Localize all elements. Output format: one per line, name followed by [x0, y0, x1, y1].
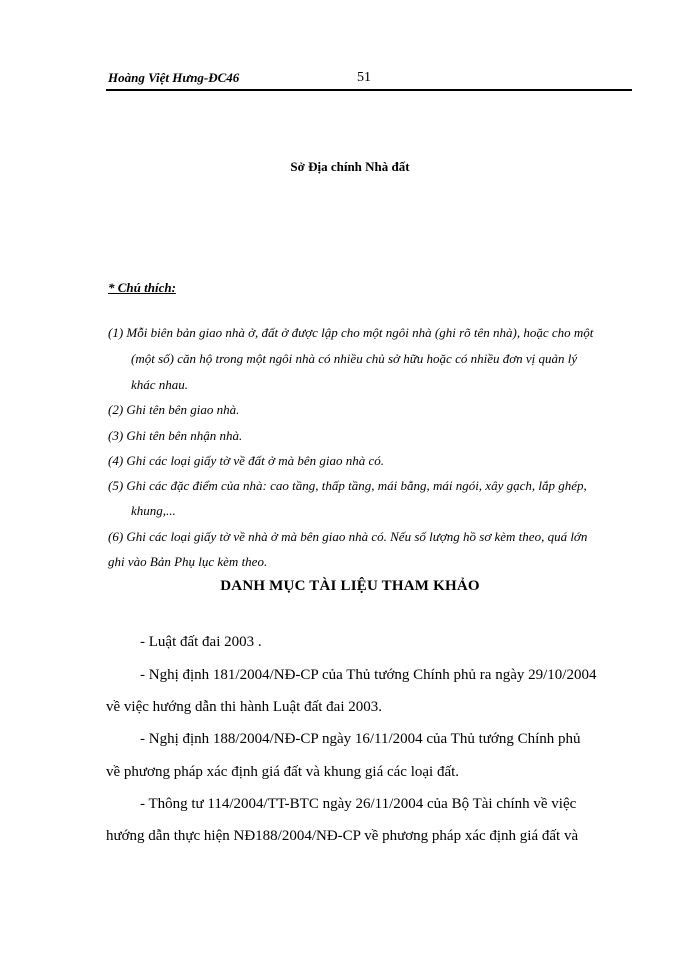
- page-number: 51: [357, 70, 371, 85]
- reference-line: về việc hướng dẫn thi hành Luật đất đai 2003.: [106, 699, 382, 715]
- reference-line: - Nghị định 181/2004/NĐ-CP của Thủ tướng Chính phủ ra ngày 29/10/2004: [140, 667, 597, 683]
- note-line: (4) Ghi các loại giấy tờ về đất ở mà bên giao nhà có.: [108, 453, 384, 468]
- department-signature: Sở Địa chính Nhà đất: [290, 159, 410, 174]
- reference-line: - Nghị định 188/2004/NĐ-CP ngày 16/11/2004 của Thủ tướng Chính phủ: [140, 731, 581, 747]
- note-line: (1) Mỗi biên bản giao nhà ở, đất ở được lập cho một ngôi nhà (ghi rõ tên nhà), hoặc cho một: [108, 325, 594, 340]
- note-line: (6) Ghi các loại giấy tờ về nhà ở mà bên giao nhà có. Nếu số lượng hồ sơ kèm theo, quá lớn: [108, 529, 588, 544]
- reference-line: - Thông tư 114/2004/TT-BTC ngày 26/11/2004 của Bộ Tài chính về việc: [140, 796, 577, 812]
- reference-line: - Luật đất đai 2003 .: [140, 634, 262, 650]
- notes-title: * Chú thích:: [108, 280, 176, 295]
- note-line: (một số) căn hộ trong một ngôi nhà có nhiều chủ sở hữu hoặc có nhiều đơn vị quản lý: [131, 351, 578, 366]
- reference-line: hướng dẫn thực hiện NĐ188/2004/NĐ-CP về phương pháp xác định giá đất và: [106, 828, 579, 844]
- note-line: (2) Ghi tên bên giao nhà.: [108, 402, 240, 417]
- note-line: khác nhau.: [131, 377, 189, 392]
- note-line: (3) Ghi tên bên nhận nhà.: [108, 428, 243, 443]
- note-line: (5) Ghi các đặc điểm của nhà: cao tầng, thấp tầng, mái bằng, mái ngói, xây gạch, lắp ghép,: [108, 478, 587, 493]
- reference-line: về phương pháp xác định giá đất và khung giá các loại đất.: [106, 764, 460, 780]
- references-title: DANH MỤC TÀI LIỆU THAM KHẢO: [220, 578, 480, 594]
- note-line: khung,...: [131, 503, 176, 518]
- header-author: Hoàng Việt Hưng-ĐC46: [108, 70, 240, 85]
- header-rule: [106, 89, 632, 91]
- note-line: ghi vào Bản Phụ lục kèm theo.: [108, 554, 268, 569]
